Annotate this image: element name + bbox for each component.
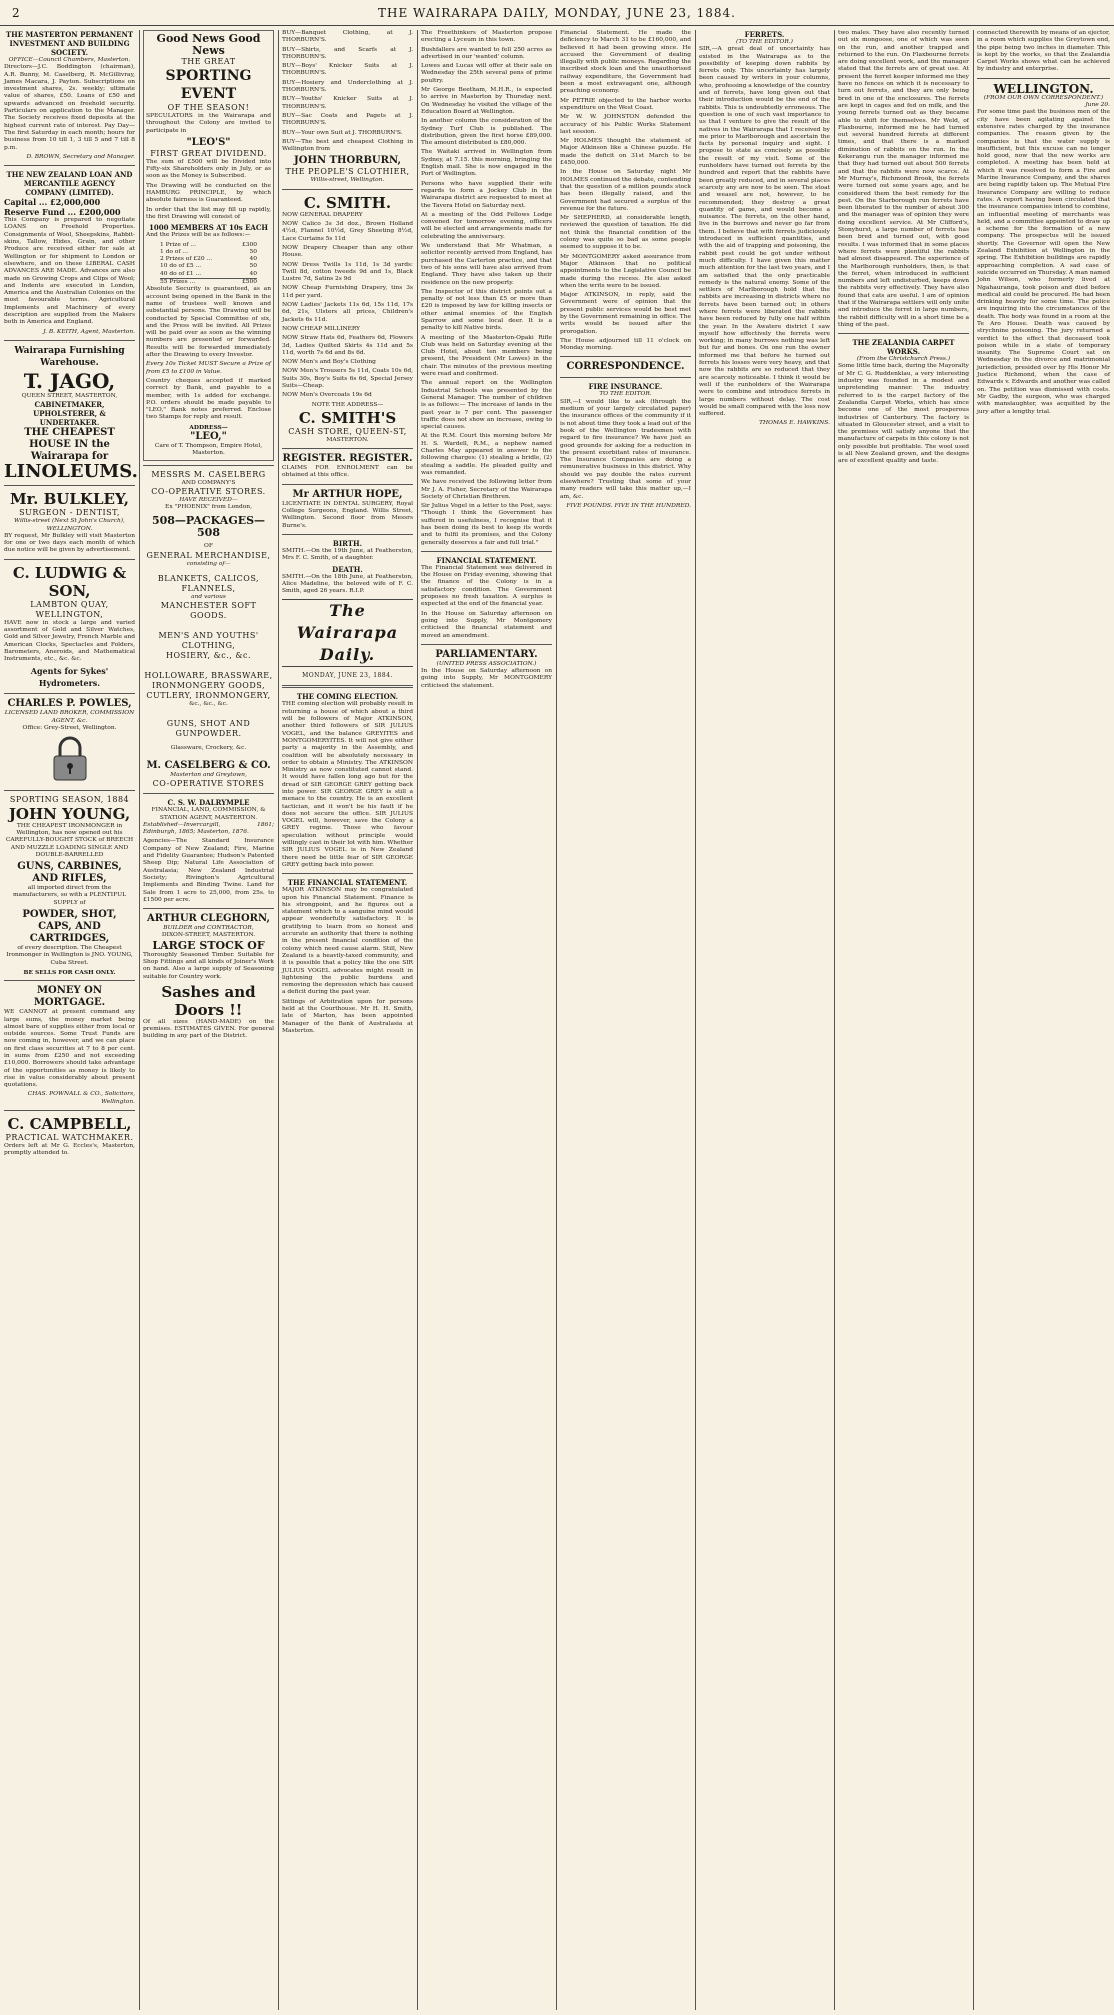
ad-season: OF THE SEASON! — [167, 103, 250, 112]
ad-item: NOW Dress Twills 1s 11d, 1s 3d yards: Twill 8d, cotton tweeds 9d and 1s, Black Lustre 7d, Satins 2s 9d — [282, 261, 413, 283]
ad-address: LAMBTON QUAY, WELLINGTON, — [30, 599, 109, 619]
news-paragraph: The House adjourned till 11 o'clock on Monday morning. — [560, 337, 691, 352]
ad-name: JOHN THORBURN, — [294, 155, 401, 167]
ad-footer: C. SMITH'S — [298, 408, 397, 427]
news-paragraph: Persons who have supplied their wife regards to form a Jockey Club in the Wairarapa district are requested to meet at the Tavera Hotel on Saturday next. — [421, 180, 552, 209]
ad-item: and various — [191, 594, 226, 601]
news-paragraph: The Inspector of this district points out a penalty of not less than £5 or more than £20 is imposed by law for killing insects or other animal enemies of the English Sparrow and some local deer. It is a penalty to kill Native birds. — [421, 288, 552, 332]
ad-item: BUY—Banquet Clothing, at J. THORBURN'S. — [282, 30, 413, 44]
column-5 — [556, 30, 695, 2010]
ad-trade: CABINETMAKER, UPHOLSTERER, & UNDERTAKER. — [33, 400, 106, 428]
ad-signature: J. B. KEITH, Agent, Masterton. — [43, 328, 135, 335]
editorial-election — [282, 692, 413, 869]
news-paragraph: The Waitaki arrived in Wellington from Sydney, at 7.15. this morning, bringing the English mail. She is now engaged in the Port of Wellington. — [421, 149, 552, 178]
article-body: Some little time back, during the Mayoralty of Mr C. G. Ruddenklau, a very interesting industry was founded in a modest and unpretending manner. The industry referred to is the carpet factory of the Zealandia Carpet Works, which has since become one of the most prosperous industries of Canterbury. The factory is situated in Gloucester street, and a visit to the premises will satisfy anyone that the manufacture of carpets in this colony is not only possible but profitable. The wool used is all New Zealand grown, and the designs are of excellent quality and taste. — [838, 363, 969, 465]
ad-signature: CHAS. POWNALL & CO., Solicitors, Wellington. — [27, 1091, 135, 1105]
ad-dentist — [4, 490, 135, 554]
ad-ludwig — [4, 564, 135, 690]
ad-body: The Drawing will be conducted on the HAMBURG PRINCIPLE, by which absolute fairness is Guaranteed. — [146, 182, 271, 204]
news-paragraph: In the House on Saturday afternoon on going into Supply, Mr Montgomery criticised the financial statement and moved an amendment. — [421, 610, 552, 639]
ad-the-great: THE GREAT — [181, 57, 236, 66]
ad-footer: CASH STORE, QUEEN-ST, — [288, 426, 407, 436]
ad-body: And the Prizes will be as follows:— — [146, 232, 251, 239]
ad-item: BUY—The best and cheapest Clothing in Wellington from — [282, 138, 413, 153]
letter-body: SIR,—A great deal of uncertainty has existed in the Wairarapa as to the possibility of keeping down rabbits by ferrets only. This uncertainty has largely been caused by writers in your columns, who, professing a knowledge of the country and of ferrets, have long given out that their introduction would be the end of the rabbits. This is undoubtedly erroneous. The question is one of such vast importance to us that I venture to give the result of the natives in the Wairarapa that I received by me prior to Marlborough and ascertain the facts by personal inquiry and sight. I propose to state as concisely as possible the result of my visit. Some of the runholders have turned out ferrets by the hundred and report that the rabbits have been greatly reduced, and in several places scarcely any are now to be seen. The stoat and weasel are not, however, to be recommended; they destroy a great quantity of game, and would become a nuisance. The ferrets, on the other hand, live in the burrows and never go far from them. I believe that with ferrets judiciously introduced in sufficient quantities, and with the aid of trapping and poisoning, the rabbit pest could be got under without much difficulty. I have given this matter much attention for the last two years, and I am satisfied that the only practicable remedy is the natural enemy. Some of the settlers of Marlborough hold that the rabbits are increasing in districts where no ferrets have been turned out; in others where ferrets were liberated the rabbits have been reduced by fully one half within the year. In the Awatere district I saw myself how effectively the ferrets were working; in many burrows nothing was left but fur and bones. On one run the owner informed me that before he turned out ferrets his losses were very heavy, and that now the rabbits are so reduced that they are scarcely noticeable. I think it would be well if the runholders of the Wairarapa were to combine and introduce ferrets in large numbers without delay. The cost would be small compared with the loss now suffered. — [699, 46, 830, 418]
ad-item: &c., &c., &c. — [189, 701, 228, 708]
article-body: In the House on Saturday afternoon on going into Supply, Mr MONTGOMERY criticised the statement. — [421, 668, 552, 689]
ad-thorburn — [282, 30, 413, 185]
ad-body: all imported direct from the manufacturers, so with a PLENTIFUL SUPPLY of — [12, 885, 127, 906]
ad-large-stock: LARGE STOCK OF — [152, 938, 265, 952]
ad-body: The sum of £500 will be Divided into Fifty-six Shareholders only in July, or as soon as the Money is Subscribed. — [146, 158, 271, 180]
ad-item: MANCHESTER SOFT GOODS. — [160, 601, 257, 621]
ad-c-smith — [282, 194, 413, 444]
article-body: Sittings of Arbitration upon for persons held at the Courthouse. Mr H. H. Smith, late of Marton, has been appointed Manager of the Bank of Australasia at Masterton. — [282, 998, 413, 1034]
news-paragraph: We understand that Mr Whatman, a solicitor recently arrived from England, has purchased the Carterton practice, and that two of his sons will have also arrived from England. They have also taken up their residence on the new property. — [421, 243, 552, 286]
ad-hope — [282, 489, 413, 530]
ad-body: WE CANNOT at present command any large sums, the money market being almost bare of supplies either from local or outside sources. Some Trust Funds are now coming in, however, and we can place on first class securities at 7 to 8 per cent. in sums from £250 and not exceeding £10,000. Borrowers should take advantage of the opportunities as money is likely to rise in value considerably about present quotations. — [4, 1009, 135, 1089]
ad-subheading: OFFICE—Council Chambers, Masterton. — [8, 57, 131, 63]
ad-footer: M. CASELBERG & CO. — [146, 759, 271, 771]
ad-item: NOW Drapery Cheaper than any other House. — [282, 244, 413, 259]
article-heading: WELLINGTON. — [993, 81, 1094, 96]
ad-note: NOTE THE ADDRESS— — [311, 401, 384, 408]
letter-signature: FIVE POUNDS. FIVE IN THE HUNDRED. — [566, 502, 691, 509]
ad-dividend: FIRST GREAT DIVIDEND. — [150, 148, 267, 158]
ad-john-young — [4, 795, 135, 977]
news-paragraph: A meeting of the Masterton-Opaki Rifle Club was held on Saturday evening at the Club Hotel, about ten members being present, the President (Mr Lowes) in the chair. The minutes of the previous meeting were read and confirmed. — [421, 334, 552, 378]
masthead — [0, 0, 1114, 26]
ad-heading: THE MASTERTON PERMANENT INVESTMENT AND BUILDING SOCIETY. — [5, 30, 134, 57]
ad-guns: GUNS, CARBINES, AND RIFLES, — [17, 861, 122, 885]
ad-dalrymple — [143, 798, 274, 904]
article-body: connected therewith by means of an ejector, in a room which supplies the Greytown end, the pipe being two inches in diameter. This is kept by the works, so that the Zealandia Carpet Works shows what can be achieved by industry and enterprise. — [977, 30, 1110, 73]
ad-address: Office: Grey-Street, Wellington. — [22, 725, 117, 732]
ad-body: Country cheques accepted if marked correct by Bank, and payable to a member, with 1s added for exchange. P.O. orders should be made payable to "LEO," Bank notes preferred. Enclose two Stamps for reply and result. — [146, 377, 271, 421]
ad-role: LICENSED LAND BROKER, COMMISSION AGENT, &c. — [4, 710, 135, 724]
ad-heading: THE NEW ZEALAND LOAN AND MERCANTILE AGENCY COMPANY (LIMITED). — [6, 170, 133, 198]
ad-body: HAVE now in stock a large and varied assortment of Gold and Silver Watches, Gold and Silver Jewelry, French Marble and American Clocks, Spectacles and Folders, Barometers, Aneroids, and Mathematical Instruments, etc., &c. &c. — [4, 619, 135, 663]
ad-item: LINOLEUMS. — [4, 461, 138, 483]
news-paragraph: In the House on Saturday night Mr HOLMES continued the debate, contending that the question of a million pounds stock has been illegally raised, and the Government had secured a surplus of the revenue for the future. — [560, 169, 691, 212]
ad-item: NOW GENERAL DRAPERY — [282, 211, 363, 218]
ad-stores: CO-OPERATIVE STORES. — [151, 486, 266, 496]
ad-furnishing-warehouse — [4, 345, 138, 483]
ad-heading: MONEY ON MORTGAGE. — [33, 985, 106, 1009]
editorial-financial — [282, 878, 413, 1035]
prize-row: 55 Prizes ... £500 — [160, 279, 257, 286]
paper-title: The Wairarapa Daily. — [282, 599, 413, 667]
ad-season: SPORTING SEASON, 1884 — [9, 794, 130, 804]
news-paragraph: Major ATKINSON, in reply, said the Government were of opinion that the present public services would be best met by the Government remaining in office. The writs would be issued after the prorogation. — [560, 292, 691, 335]
zealandia-carpet-works — [838, 338, 969, 465]
ad-item: BUY—Boys' Knicker Suits at J. THORBURN'S. — [282, 63, 413, 77]
ad-name: T. JAGO, — [23, 368, 116, 393]
article-heading: THE COMING ELECTION. — [296, 692, 399, 702]
ad-address: Willis-street, Wellington. — [310, 177, 385, 184]
wellington-news — [977, 83, 1110, 416]
news-paragraph: In another column the consideration of the Sydney Turf Club is published. The distribution, given the first horse £89,000. The amount distributed is £80,000. — [421, 118, 552, 147]
ad-packages: 508—PACKAGES—508 — [151, 514, 266, 540]
ad-signature: D. BROWN, Secretary and Manager. — [26, 153, 135, 160]
prize-row: 1 do of ... 50 — [160, 248, 257, 255]
news-paragraph: Mr George Beetham, M.H.R., is expected to arrive in Masterton by Thursday next. On Wednesday he visited the village of the Education Board at Wellington. — [421, 87, 552, 115]
ad-item: CUTLERY, IRONMONGERY, — [146, 691, 271, 701]
news-paragraph: Mr W. W. JOHNSTON defended the accuracy of his Public Works Statement last session. — [560, 114, 691, 135]
ad-name: MESSRS M. CASELBERG — [151, 469, 266, 479]
ad-body: Thoroughly Seasoned Timber. Suitable for Shop Fittings and all kinds of Joiner's Work on hand. Also a large supply of Seasoning suitable for Country work. — [143, 951, 274, 980]
ad-body: Directors—J.C. Boddington (chairman), A.R. Bunny, M. Caselberg, R. McGillivray, James Macara, J. Payton. Subscriptions on investment shares, 2s. weekly; ultimate value of shares, £50. Loans of £50 and upwards advanced on freehold security. Particulars on application to the Manager. The Society receives fixed deposits at the highest current rate of interest. Pay Day—The first Saturday in each month; hours for business from 10 till 1, 3 till 5 and 7 till 8 p.m. — [4, 64, 135, 151]
ad-of: OF — [204, 543, 213, 550]
news-paragraph: The Financial Statement was delivered in the House on Friday evening, showing that the finance of the Colony is in a satisfactory condition. The Government proposes no fresh taxation. A surplus is expected at the end of the financial year. — [421, 564, 552, 608]
article-heading: THE FINANCIAL STATEMENT. — [287, 878, 408, 888]
ad-sashes: Sashes and Doors !! — [161, 982, 256, 1019]
ad-role: FINANCIAL, LAND, COMMISSION, & STATION AGENT, MASTERTON. — [151, 807, 266, 821]
ad-item: BLANKETS, CALICOS, FLANNELS, — [157, 574, 260, 594]
news-paragraph: Mr HOLMES thought the statement of Major Atkinson like a Chinese puzzle. He made the deficit on 31st March to be £450,000. — [560, 138, 691, 167]
article-body: MAJOR ATKINSON may be congratulated upon his Financial Statement. Finance is his strongpoint, and he figures out a statement which to a sanguine mind would appear wonderfully satisfactory. It is gratifying to learn from so honest and accurate an authority that there is nothing in the present financial condition of the colony which need cause alarm. Still, New Zealand is a heavily-taxed community, and it is possible that a policy like the one SIR JULIUS VOGEL advocates might result in lightening the public burdens and removing the depression which has caused a deficit during the past year. — [282, 887, 413, 996]
article-body: two males. They have also recently turned out six mongoose, one of which was seen on the run, and another trapped and returned to the run. On Flaxbourne ferrets are doing excellent work, and the manager stated that the ferrets are of great use. At present the ferret keeper informed me they have no fences on which it is necessary to turn out ferrets, and they are only being bred in one of the enclosures. The ferrets are kept in cages and fed on milk, and the young ferrets turned out as they became able to shift for themselves. Mr Weld, of Flaxbourne, informed me he had turned out several hundred ferrets at different times, and that there is a marked diminution of rabbits on the run. In the Kekerangu run the manager informed me that they had turned out about 500 ferrets and that the rabbits were now scarce. At Mr Murray's, Richmond Brook, the ferrets were turned out some years ago, and he considered them the best remedy for the pest. On the Starborough run ferrets have been liberated to the number of about 300 and the manager was of opinion they were doing excellent service. At Mr Clifford's, Stonyhurst, a large number of ferrets has been bred and turned out, with good results. I was informed that in some places where ferrets were plentiful the rabbits had almost disappeared. The experience of the Marlborough runholders, then, is that the ferret, when introduced in sufficient numbers and left undisturbed, keeps down the rabbits very effectively. They have also found that cats are useful. I am of opinion that if the Wairarapa settlers will only unite and introduce the ferret in large numbers, the rabbit difficulty will in a short time be a thing of the past. — [838, 30, 969, 328]
ad-item: BUY—Your own Suit at J. THORBURN'S. — [282, 129, 403, 136]
ad-item: GUNS, SHOT AND GUNPOWDER. — [166, 718, 251, 738]
ad-address: DIXON-STREET, MASTERTON. — [161, 932, 256, 939]
ad-general: GENERAL MERCHANDISE, — [146, 550, 271, 560]
ad-cleghorn — [143, 913, 274, 1041]
news-paragraph: At the R.M. Court this morning before Mr H. S. Wardell, R.M., a nephew named Charles May appeared in answer to the following charges: (1) stealing a bridle, (2) stealing a saddle. He pleaded guilty and was remanded. — [421, 433, 552, 476]
ad-item: NOW Men's Overcoats 19s 6d — [282, 392, 372, 399]
padlock-icon — [50, 736, 90, 782]
ad-register — [282, 453, 413, 480]
letter-fire-insurance — [560, 382, 691, 510]
ad-address: QUEEN STREET, MASTERTON, — [21, 392, 118, 399]
ad-item: NOW CHEAP MILLINERY — [282, 325, 361, 332]
letter-body: SIR,—I would like to ask (through the medium of your largely circulated paper) the insurance offices of the community if it is not about time they took a lead out of the book of the Wellington tradesmen with regard to fire insurance? We have just as good grounds for asking for a reduction in the present exorbitant rates of insurance. The Insurance Companies are doing a remunerative business in this district. Why should we pay double the rates current elsewhere? Trusting that some of your many readers will take this matter up,—I am, &c. — [560, 398, 691, 500]
article-heading: FINANCIAL STATEMENT. — [436, 555, 537, 565]
notices — [282, 539, 413, 595]
page-number: 2 — [12, 6, 20, 20]
ad-leos: "LEO'S" — [186, 136, 231, 148]
ad-item: MEN'S AND YOUTHS' CLOTHING, — [158, 631, 259, 651]
news-paragraph: Sir Julius Vogel in a letter to the Post, says: "Though I think the Government has suffered in usefulness, I recognise that it has been doing its best to keep its words and to fulfil its promises, and the Colony generally deserves a fair and full trial." — [421, 503, 552, 546]
ad-name: C. CAMPBELL, — [7, 1115, 132, 1134]
ad-members: 1000 MEMBERS AT 10s EACH — [148, 223, 269, 233]
prize-row: 40 do of £1 ... 40 — [160, 270, 257, 277]
ad-body: CLAIMS FOR ENROLMENT can be obtained at this office. — [282, 465, 413, 479]
ad-body: BY request, Mr Bulkley will visit Masterton for one or two days each month of which due notice will be given by advertisement. — [4, 532, 135, 554]
letter-signature: THOMAS E. HAWKINS. — [759, 420, 830, 427]
local-news — [421, 30, 552, 547]
article-body: THE coming election will probably result in returning a house of which about a third will be followers of Major ATKINSON, another third followers of SIR JULIUS VOGEL, and the balance GREYITES and MONTGOMERYITES. It will not give either party a majority in the Assembly, and coalition will be absolutely necessary in order to obtain a Ministry. The ATKINSON Ministry as now constituted cannot stand. It would have fallen long ago but for the dread of SIR GEORGE GREY getting back into power. SIR GEORGE GREY is still a menace to the country. He is an excellent tactician, and it won't be his fault if he does not secure the office. SIR JULIUS VOGEL will, however, save the Colony a GREY regime. Those who favour speculation without principle would willingly cast in their lot with him. Whether SIR JULIUS VOGEL is in New Zealand there need be little fear of SIR GEORGE GREY getting back into power. — [282, 701, 413, 868]
news-paragraph: Mr PETRIE objected to the harbor works expenditure on the West Coast. — [560, 97, 691, 111]
ad-item: NOW Men's Trousers 5s 11d, Coats 10s 6d, Suits 30s, Boy's Suits 6s 6d, Special Jersey Suits—Cheap. — [282, 368, 413, 389]
ad-item: Glassware, Crockery, &c. — [170, 744, 247, 751]
ad-body: Of all sizes (HAND-MADE) on the premises. ESTIMATES GIVEN. For general building in any part of the District. — [143, 1018, 274, 1040]
article-subheading: (From the Christchurch Press.) — [856, 356, 951, 363]
capital-line: Capital ... £2,000,000 — [4, 197, 101, 208]
death-heading: DEATH. — [332, 564, 363, 574]
ad-footer: MASTERTON. — [326, 436, 369, 443]
prize-row: 2 Prizes of £20 ... 40 — [160, 256, 257, 263]
ad-name: C. S. W. DALRYMPLE — [167, 798, 250, 808]
letter-to: (TO THE EDITOR.) — [736, 39, 793, 45]
column-8 — [973, 30, 1114, 2010]
ad-name: Mr ARTHUR HOPE, — [292, 488, 403, 500]
reserve-line: Reserve Fund ... £200,000 — [4, 207, 121, 218]
financial-statement — [421, 556, 552, 640]
paper-date: MONDAY, JUNE 23, 1884. — [302, 672, 393, 680]
ad-ship: Ex "PHOENIX" from London, — [165, 504, 252, 511]
padlock-illustration — [4, 736, 135, 785]
ad-powles — [4, 698, 135, 732]
column-6 — [695, 30, 834, 2010]
ad-address: Care of T. Thompson, Empire Hotel, Masterton. — [154, 442, 263, 457]
ad-item: BUY—Youths' Knicker Suits at J. THORBURN'S. — [282, 96, 413, 110]
column-7 — [834, 30, 973, 2010]
letter-heading: FERRETS. — [744, 30, 785, 39]
ad-address-name: "LEO," — [190, 430, 227, 442]
ad-name: ARTHUR CLEGHORN, — [147, 913, 270, 925]
death-notice: SMITH.—On the 18th June, at Featherston, Alice Madeline, the beloved wife of F. C. Smith, aged 26 years. R.I.P. — [282, 573, 413, 595]
article-subheading: (UNITED PRESS ASSOCIATION.) — [436, 660, 537, 667]
ad-received: HAVE RECEIVED— — [179, 496, 238, 503]
news-paragraph: Financial Statement. He made the deficiency to March 31 to be £160,000, and believed it had been growing since. He accused the Government of dealing illegally with public moneys. Regarding the inscribed stock loan and the unauthorised railway expenditure, the Government had been a most extravagant one, although preaching economy. — [560, 30, 691, 95]
article-subheading: (FROM OUR OWN CORRESPONDENT.) — [983, 94, 1104, 101]
ferrets-continued — [838, 30, 969, 329]
ad-terms: BE SELLS FOR CASH ONLY. — [23, 968, 116, 976]
ad-heading: REGISTER. REGISTER. — [282, 453, 413, 465]
news-paragraph: We have received the following letter from Mr J. A. Fisher, Secretary of the Wairarapa Society of Christian Brethren. — [421, 479, 552, 500]
ad-item: IRONMONGERY GOODS, — [152, 681, 265, 691]
ad-sporting: SPORTING EVENT — [165, 68, 252, 102]
article-heading: PARLIAMENTARY. — [435, 648, 538, 660]
zealandia-continued — [977, 30, 1110, 74]
article-heading: THE ZEALANDIA CARPET WORKS. — [852, 338, 955, 357]
letter-heading: FIRE INSURANCE. — [588, 382, 663, 392]
news-paragraph: At a meeting of the Odd Fellows Lodge convened for tomorrow evening, officers will be elected and arrangements made for celebrating the anniversary. — [421, 211, 552, 240]
news-paragraph: The annual report on the Wellington Industrial Schools was presented by the General Manager. The number of children is as follows:— The increase of lands in the past year is 7 per cent. The passenger traffic does not show an increase, owing to special causes. — [421, 380, 552, 431]
news-paragraph: Mr MONTGOMERY asked assurance from Major Atkinson that no political appointments to the Legislative Council be made during the recess. He also asked when the writs were to be issued. — [560, 253, 691, 289]
ad-item: NOW Calico 3s 3d doz., Brown Holland 4½d, Flannel 10½d, Grey Sheeting 8½d, Lace Curtains 5s 11d — [282, 221, 413, 242]
ad-item: NOW Straw Hats 6d, Feathers 6d, Flowers 3d, Ladies Quilted Skirts 4s 11d and 5s 11d, worth 7s 6d and 8s 6d. — [282, 335, 413, 356]
ad-item: BUY—Hosiery and Underclothing at J. THORBURN'S. — [282, 79, 413, 94]
ad-sub: AND COMPANY'S — [181, 479, 236, 486]
ad-agent: Agents for Sykes' Hydrometers. — [30, 666, 109, 689]
prize-row: 10 do of £5 ... 50 — [160, 263, 257, 270]
birth-heading: BIRTH. — [332, 538, 363, 548]
prize-list — [146, 242, 271, 287]
ad-item: BUY—Shirts, and Scarfs at J. THORBURN'S. — [282, 46, 413, 60]
ad-address-label: ADDRESS— — [189, 423, 228, 431]
news-paragraph: The Freethinkers of Masterton propose erecting a Lyceum in this town. — [421, 30, 552, 44]
column-4 — [417, 30, 556, 2010]
masthead-title: THE WAIRARAPA DAILY, MONDAY, JUNE 23, 1884. — [378, 5, 736, 20]
ad-body: of every description. The Cheapest Ironmonger in Wellington is JNO. YOUNG, Cuba Street. — [6, 945, 133, 966]
ad-heading: Wairarapa Furnishing Warehouse. — [14, 345, 125, 368]
ad-item: NOW Men's and Boy's Clothing — [282, 359, 376, 366]
ad-address: Willis-street (Next St John's Church), WELLINGTON. — [14, 518, 125, 532]
ad-consisting: consisting of— — [186, 560, 231, 567]
ad-caselberg — [143, 470, 274, 790]
ad-body: Orders left at Mr G. Eccles's, Masterton, promptly attended to. — [4, 1143, 135, 1157]
column-2 — [139, 30, 278, 2010]
ad-loan-agency — [4, 170, 135, 336]
ad-cheap: THE CHEAPEST HOUSE IN the Wairarapa for — [24, 427, 115, 463]
ad-campbell — [4, 1115, 135, 1158]
ad-footer: CO-OPERATIVE STORES — [152, 779, 265, 789]
prize-row: 1 Prize of ... £300 — [160, 241, 257, 248]
ad-footer: Masterton and Greytown, — [170, 771, 247, 778]
news-paragraph: Mr SHEPHERD, at considerable length, reviewed the question of taxation. He did not think the financial condition of the colony was quite so bad as some people seemed to suppose it to be. — [560, 215, 691, 251]
ad-name: Mr. BULKLEY, — [10, 490, 129, 509]
ad-item: NOW Ladies' Jackets 11s 6d, 15s 11d, 17s 6d, 21s, Ulsters all prices, Children's Jackets 6s 11d. — [282, 302, 413, 323]
column-3 — [278, 30, 417, 2010]
parliament-report — [560, 30, 691, 352]
letter-to: TO THE EDITOR. — [599, 391, 652, 398]
ad-body: In order that the list may fill up rapidly, the first Drawing will consist of — [146, 206, 271, 220]
ad-role: BUILDER and CONTRACTOR, — [163, 925, 254, 932]
ad-role: THE PEOPLE'S CLOTHIER, — [285, 167, 410, 177]
ad-body: Agencies—The Standard Insurance Company of New Zealand; Fire, Marine and Fidelity Guarantee; Hudson's Patented Sheep Dip; Natural Life Association of Australasia; New Zealand Industrial Society; Rivington's Agricultural Implements and Binding Twine. Land for Sale from 1 acre to 25,000, from 25s. to £1500 per acre. — [143, 838, 274, 903]
ad-item: BUY—Sac Coats and Pagets at J. THORBURN'S. — [282, 112, 413, 127]
ad-name: C. SMITH. — [303, 193, 392, 212]
ad-body: LICENTIATE IN DENTAL SURGERY, Royal College Surgeons, England. Willis Street, Wellington. Second floor from Messrs Burne's. — [282, 500, 413, 529]
ad-news: Good News Good News — [156, 32, 261, 57]
ad-mortgage — [4, 985, 135, 1106]
ad-body: This Company is prepared to negotiate LOANS on Freehold Properties. Consignments of Wool, Sheepskins, Rabbit-skins, Tallow, Hides, Grain, and other Produce are received either for sale at Wellington or for shipment to London or elsewhere, and on these LIBERAL CASH ADVANCES ARE MADE. Advances are also made on Growing Crops and Clips of Wool; and Indents are executed in London, America and the Australian Colonies on the most favourable terms. Agricultural Implements and Machinery of every description are supplied from the Makers both in America and England. — [4, 217, 135, 326]
column-1 — [0, 30, 139, 2010]
ad-role: SURGEON - DENTIST, — [19, 508, 120, 518]
ad-body: Every 10s Ticket MUST Secure a Prize of from £5 to £100 in Value. — [146, 361, 271, 375]
letter-ferrets — [699, 30, 830, 428]
ad-name: JOHN YOUNG, — [8, 804, 131, 823]
ad-building-society — [4, 30, 135, 161]
ad-established: Established—Invercargill, 1861; Edinburgh, 1865; Masterton, 1876. — [143, 821, 274, 836]
birth-notice: SMITH.—On the 19th June, at Featherston, Mrs F. C. Smith, of a daughter. — [282, 547, 413, 562]
article-body: For some time past the business men of the city have been agitating against the extensive rates charged by the insurance companies. The reason given by the companies is that the water supply is insufficient, but this excuse can no longer hold good, now that the new works are completed. A meeting has been held at which it was resolved to form a Fire and Marine Insurance Company, and the shares are being rapidly taken up. The Mutual Fire Insurance Company are willing to reduce rates. A report having been circulated that the insurance companies intend to combine, an influential meeting of merchants was held, and a committee appointed to draw up a scheme for the formation of a new company. The prospectus will be issued shortly. The Governor will open the New Zealand Exhibition at Wellington in the spring. The Exhibition buildings are rapidly approaching completion. A sad case of suicide occurred on Thursday. A man named John Wilson, who formerly lived at Ngahauranga, took poison and died before medical aid could be procured. He had been drinking heavily for some time. The police are inquiring into the circumstances of the death. The body was found in a room at the Te Aro House. Death was caused by strychnine poisoning. The jury returned a verdict to the effect that deceased took poison while in a state of temporary insanity. The Supreme Court sat on Wednesday in the divorce and matrimonial jurisdiction, presided over by His Honor Mr Justice Richmond, when the case of Edwards v. Edwards and another was called on. The petition was dismissed with costs. Mr Gadby, the surgeon, who was charged with manslaughter, was acquitted by the jury after a lengthy trial. — [977, 109, 1110, 415]
ad-body: THE CHEAPEST IRONMONGER in Wellington, has now opened out his CAREFULLY-BOUGHT STOCK of BREECH AND MUZZLE LOADING SINGLE AND DOUBLE-BARRELLED — [5, 822, 134, 858]
ad-name: C. LUDWIG & SON, — [12, 563, 127, 600]
news-paragraph: Lowes and Lucas will offer at their sale on Wednesday the 25th several pens of prime poultry. — [421, 63, 552, 84]
ad-item: HOLLOWARE, BRASSWARE, — [144, 671, 273, 681]
ad-name: CHARLES P. POWLES, — [7, 698, 132, 710]
ad-body: SPECULATORS in the Wairarapa and throughout the Colony are invited to participate in — [146, 113, 271, 134]
ad-role: PRACTICAL WATCHMAKER. — [5, 1133, 134, 1143]
article-date: June 20. — [1085, 102, 1110, 109]
parliamentary — [421, 649, 552, 690]
ad-item: HOSIERY, &c., &c. — [165, 651, 251, 661]
ad-powder: POWDER, SHOT, CAPS, AND CARTRIDGES, — [22, 909, 117, 945]
ad-item: NOW Cheap Furnishing Drapery, tins 3s 11d per yard. — [282, 285, 413, 299]
correspondence-heading: CORRESPONDENCE. — [566, 361, 685, 373]
news-paragraph: Bushfallers are wanted to fell 250 acres as advertised in our 'wanted' column. — [421, 46, 552, 60]
ad-body: Absolute Security is guaranteed, as an account being opened in the Bank in the name of trustees well known and substantial persons. The Drawing will be conducted by Special Committee of six, and the Press will be invited. All Prizes will be paid over as soon as the winning numbers are presented or forwarded. Results will be forwarded immediately after the Drawing to every Investor. — [146, 286, 271, 359]
ad-leo-sweep — [143, 30, 274, 461]
